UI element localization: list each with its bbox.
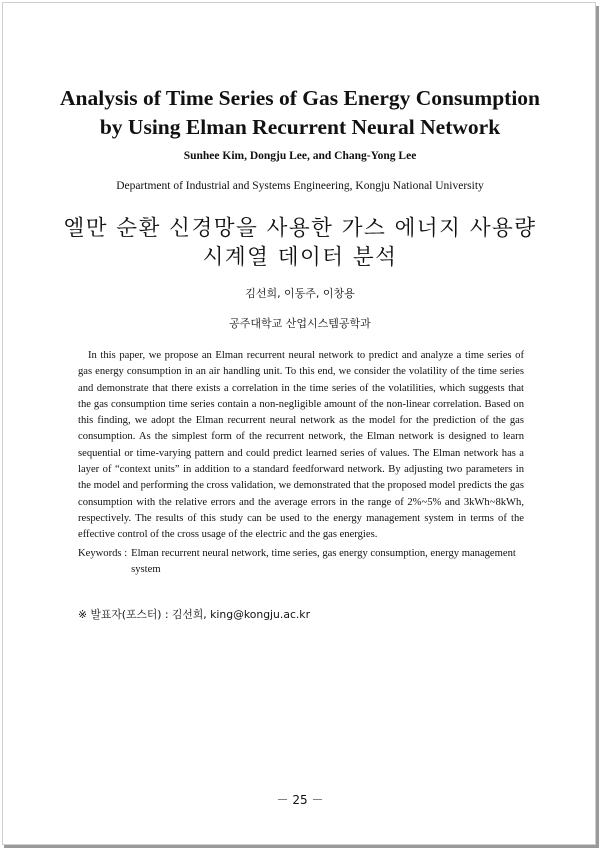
korean-title [40, 214, 560, 272]
page-shadow-right [596, 6, 599, 848]
english-title [40, 84, 560, 142]
keywords-label: Keywords : [78, 548, 128, 559]
korean-title-line-1: 엘만 순환 신경망을 사용한 가스 에너지 사용량 [63, 216, 537, 241]
page-number: － 25 － [276, 793, 324, 807]
english-title-line-2: by Using Elman Recurrent Neural Network [99, 115, 501, 139]
english-authors: Sunhee Kim, Dongju Lee, and Chang-Yong Lee [183, 150, 417, 162]
korean-authors: 김선희, 이동주, 이창용 [245, 287, 355, 300]
korean-affiliation: 공주대학교 산업시스템공학과 [229, 317, 371, 330]
korean-title-line-2: 시계열 데이터 분석 [202, 245, 398, 270]
english-affiliation: Department of Industrial and Systems Engineering, Kongju National University [116, 180, 484, 192]
presenter-note: ※ 발표자(포스터) : 김선희, king@kongju.ac.kr [78, 608, 311, 621]
keywords [78, 546, 524, 578]
keywords-text: Elman recurrent neural network, time series, gas energy consumption, energy management system [131, 548, 516, 575]
abstract: In this paper, we propose an Elman recurrent neural network to predict and analyze a time series of gas energy consumption in an air handling unit. To this end, we consider the volatility of the time series and demonstrate that there exists a correlation in the time series of the volatilities, which suggests that the gas consumption time series contain a non-negligible amount of the non-linear correlation. Based on this finding, we adopt the Elman recurrent neural network as the model for the prediction of the gas consumption. As the simplest form of the recurrent network, the Elman network is designed to learn sequential or time-varying pattern and could predict learned series of values. The Elman network has a layer of “context units” in addition to a standard feedforward network. By adjusting two parameters in the model and performing the cross validation, we demonstrated that the proposed model predicts the gas consumption with the relative errors and the average errors in the range of 2%~5% and 3kWh~8kWh, respectively. The results of this study can be used to the energy management system in terms of the effective control of the cross usage of the electric and the gas energies. [78, 350, 524, 541]
english-title-line-1: Analysis of Time Series of Gas Energy Consumption [59, 86, 540, 110]
